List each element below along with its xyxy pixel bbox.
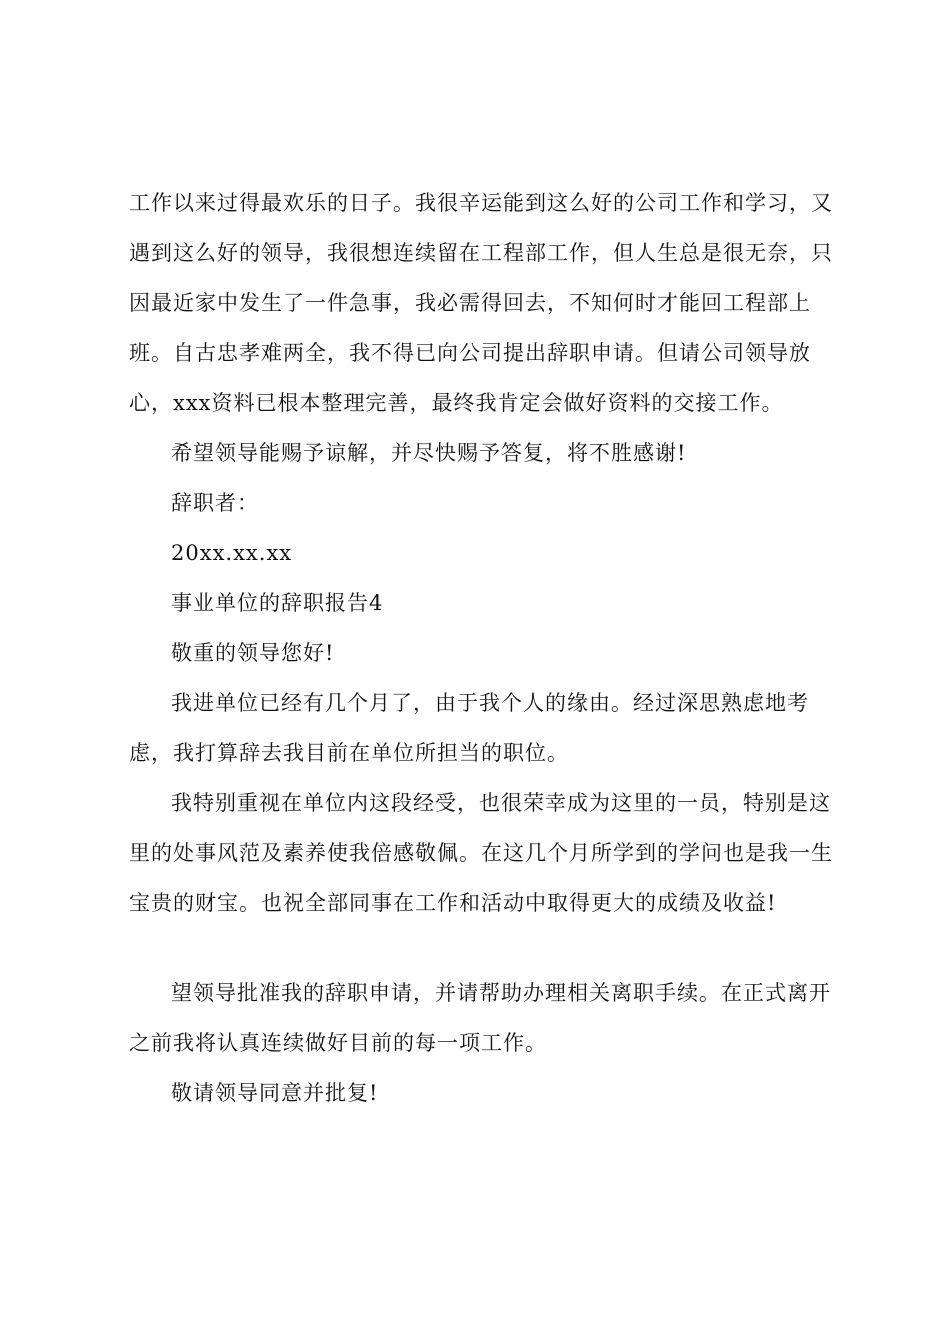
paragraph-gap [129,928,834,968]
date-line: 20xx.xx.xx [171,541,293,565]
document-body [129,178,834,1118]
section-title: 事业单位的辞职报告4 [171,591,384,615]
paragraph-reason: 我进单位已经有几个月了，由于我个人的缘由。经过深思熟虑地考虑，我打算辞去我目前在单位所担当的职位。 [129,691,809,765]
paragraph-hope-understanding: 希望领导能赐予谅解，并尽快赐予答复，将不胜感谢! [171,441,687,465]
paragraph-request: 望领导批准我的辞职申请，并请帮助办理相关离职手续。在正式离开之前我将认真连续做好目前的每一项工作。 [129,981,831,1055]
resigner-label: 辞职者： [171,491,259,515]
closing-line: 敬请领导同意并批复! [171,1081,379,1105]
paragraph-gratitude: 我特别重视在单位内这段经受，也很荣幸成为这里的一员，特别是这里的处事风范及素养使我倍感敬佩。在这几个月所学到的学问也是我一生宝贵的财宝。也祝全部同事在工作和活动中取得更大的成绩及收益! [129,791,833,915]
salutation: 敬重的领导您好! [171,641,335,665]
paragraph-continued-text: 工作以来过得最欢乐的日子。我很辛运能到这么好的公司工作和学习，又遇到这么好的领导，我很想连续留在工程部工作，但人生总是很无奈，只因最近家中发生了一件急事，我必需得回去，不知何时才能回工程部上班。自古忠孝难两全，我不得已向公司提出辞职申请。但请公司领导放心，xxx资料已根本整理完善，最终我肯定会做好资料的交接工作。 [129,191,833,415]
